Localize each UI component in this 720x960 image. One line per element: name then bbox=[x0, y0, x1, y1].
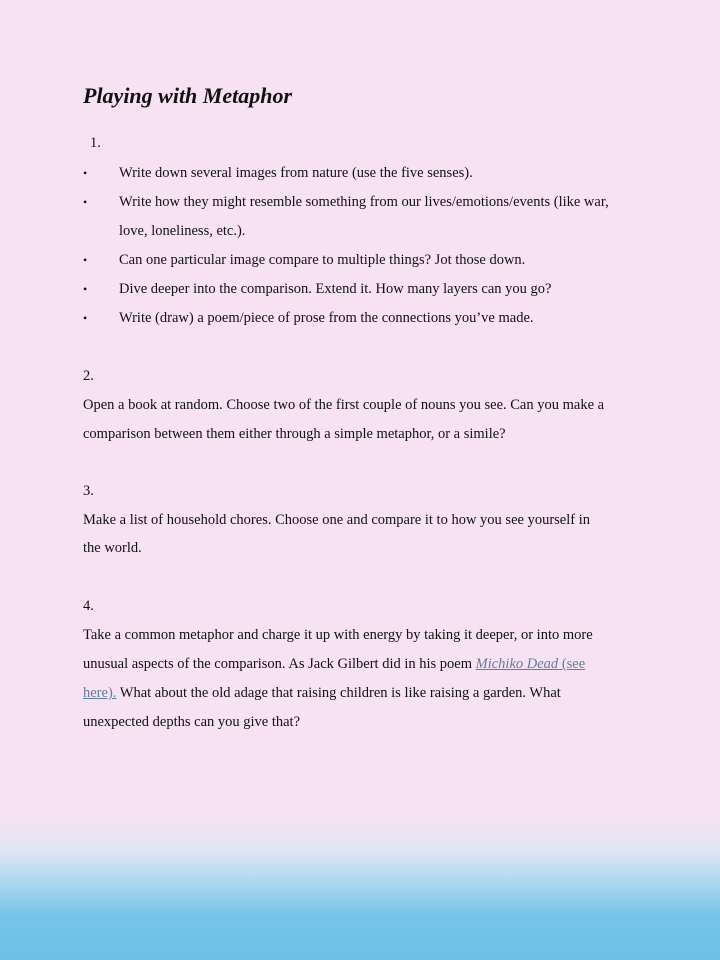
section-4-number: 4. bbox=[83, 598, 94, 614]
michiko-dead-link[interactable] bbox=[476, 656, 586, 672]
bullet-item: Dive deeper into the comparison. Extend it. How many layers can you go? bbox=[119, 281, 552, 297]
bullet-marker: • bbox=[83, 311, 88, 325]
link-see[interactable]: (see bbox=[558, 656, 586, 672]
paragraph-line: unexpected depths can you give that? bbox=[83, 714, 301, 730]
bullet-item: Write how they might resemble something from our lives/emotions/events (like war, bbox=[119, 194, 609, 210]
bullet-item: Can one particular image compare to multiple things? Jot those down. bbox=[119, 252, 526, 268]
page-title: Playing with Metaphor bbox=[83, 83, 293, 108]
bullet-marker: • bbox=[83, 253, 88, 267]
paragraph-line bbox=[83, 654, 585, 674]
paragraph-line: comparison between them either through a simple metaphor, or a simile? bbox=[83, 426, 506, 442]
section-1-number: 1. bbox=[90, 135, 101, 151]
paragraph-line bbox=[83, 683, 561, 703]
bullet-item: Write (draw) a poem/piece of prose from the connections you’ve made. bbox=[119, 310, 534, 326]
link-title[interactable]: Michiko Dead bbox=[475, 656, 559, 672]
bullet-item-continuation: love, loneliness, etc.). bbox=[119, 223, 246, 239]
see-here-link[interactable]: here). bbox=[83, 685, 117, 701]
paragraph-text: unusual aspects of the comparison. As Jack Gilbert did in his poem bbox=[83, 656, 476, 672]
section-3-number: 3. bbox=[83, 483, 94, 499]
paragraph-line: Take a common metaphor and charge it up with energy by taking it deeper, or into more bbox=[83, 627, 593, 643]
paragraph-line: the world. bbox=[83, 540, 142, 556]
paragraph-line: Open a book at random. Choose two of the first couple of nouns you see. Can you make a bbox=[83, 397, 605, 413]
bullet-marker: • bbox=[83, 166, 88, 180]
section-2-number: 2. bbox=[83, 368, 94, 384]
bullet-item: Write down several images from nature (use the five senses). bbox=[119, 165, 473, 181]
paragraph-text: What about the old adage that raising children is like raising a garden. What bbox=[116, 685, 561, 701]
bullet-marker: • bbox=[83, 282, 88, 296]
bullet-marker: • bbox=[83, 195, 88, 209]
paragraph-line: Make a list of household chores. Choose one and compare it to how you see yourself in bbox=[83, 512, 590, 528]
